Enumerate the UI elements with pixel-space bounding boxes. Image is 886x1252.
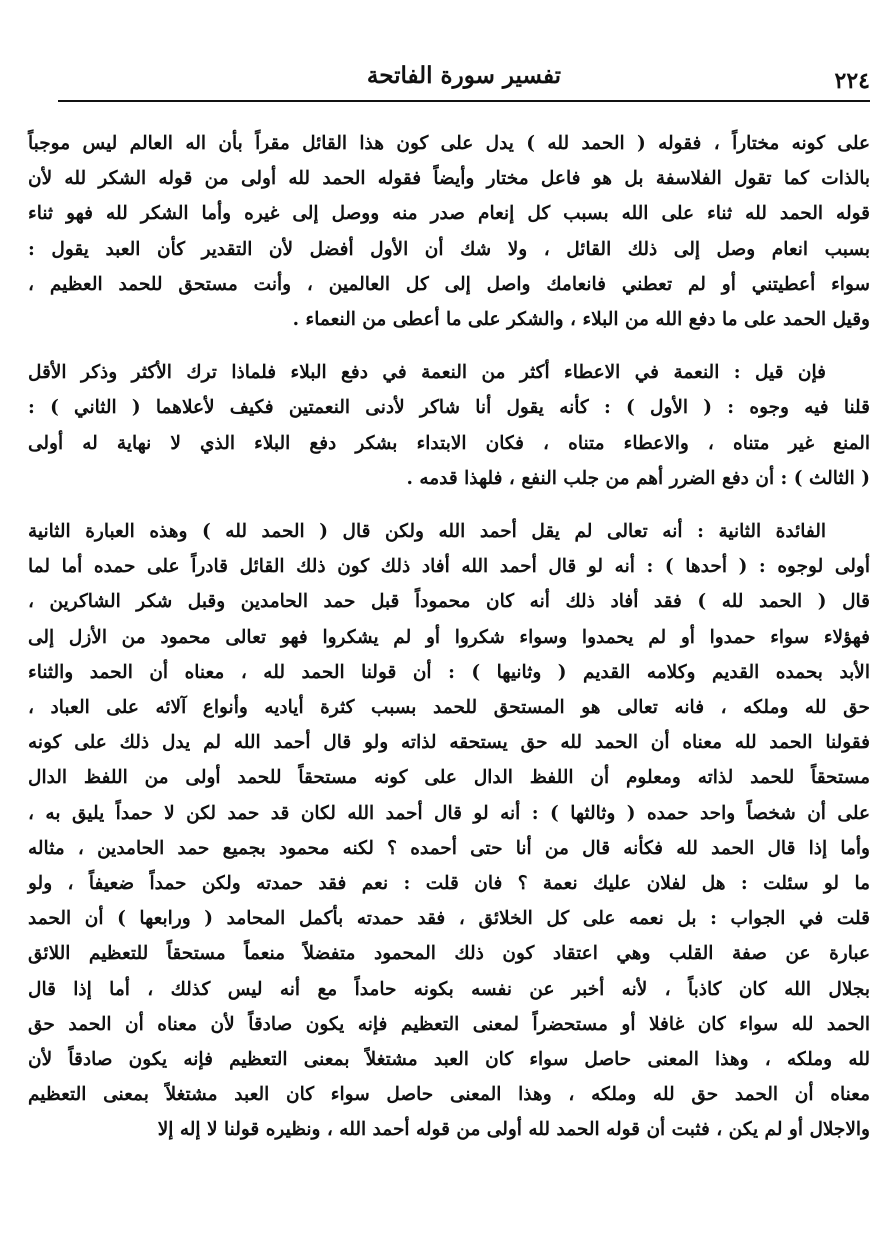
text-line: والاجلال أو لم يكن ، فثبت أن قوله الحمد لله أولى من قوله أحمد الله ، ونظيره قولنا لا إله إلا — [157, 1119, 870, 1141]
text-line: حق لله وملكه ، فانه تعالى هو المستحق للحمد بسبب كثرة أياديه وأنواع آلائه على العباد ، — [28, 697, 870, 719]
text-line: المنع غير متناه ، والاعطاء متناه ، فكان الابتداء بشكر دفع البلاء الذي لا نهاية له أولى — [28, 432, 870, 454]
text-line: وقيل الحمد على ما دفع الله من البلاء ، والشكر على ما أعطى من النعماء . — [292, 309, 870, 331]
text-line: فهؤلاء سواء حمدوا أو لم يحمدوا وسواء شكروا أو لم يشكروا فهو تعالى محمود من الأزل إلى — [28, 626, 870, 648]
paragraph — [28, 355, 870, 496]
paragraph — [28, 514, 870, 1148]
text-line: الأبد بحمده القديم وكلامه القديم ( وثانيها ) : أن قولنا الحمد لله ، معناه أن الحمد والثناء — [28, 661, 870, 683]
text-line: بالذات كما تقول الفلاسفة بل هو فاعل مختار وأيضاً فقوله الحمد لله أولى من قوله الشكر لله لأن — [28, 168, 870, 190]
text-line: قلت في الجواب : بل نعمه على كل الخلائق ، فقد حمدته بأكمل المحامد ( ورابعها ) أن الحمد — [28, 908, 870, 930]
header-rule — [58, 100, 870, 102]
text-line: الفائدة الثانية : أنه تعالى لم يقل أحمد الله ولكن قال ( الحمد لله ) وهذه العبارة الثانية — [28, 521, 826, 543]
text-line: فقولنا الحمد لله معناه أن الحمد لله حق يستحقه لذاته ولو قال أحمد الله لم يدل ذلك على كونه — [28, 732, 870, 754]
text-line: قال ( الحمد لله ) فقد أفاد ذلك أنه كان محموداً قبل حمد الحامدين وقبل شكر الشاكرين ، — [28, 591, 870, 613]
text-line: فإن قيل : النعمة في الاعطاء أكثر من النعمة في دفع البلاء فلماذا ترك الأكثر وذكر الأقل — [28, 362, 826, 384]
text-line: أولى لوجوه : ( أحدها ) : أنه لو قال أحمد الله أفاد ذلك كون ذلك القائل قادراً على حمده أما لما — [28, 556, 870, 578]
text-line: لله وملكه ، وهذا المعنى حاصل سواء كان العبد مشتغلاً بمعنى التعظيم فإنه يكون صادقاً لأن — [28, 1049, 870, 1071]
text-line: وأما إذا قال الحمد لله فكأنه قال من أنا حتى أحمده ؟ لكنه محمود بجميع حمد الحامدين ، مثاله — [28, 837, 870, 859]
text-line: مستحقاً للحمد لذاته ومعلوم أن اللفظ الدال على كونه مستحقاً للحمد أولى من اللفظ الدال — [28, 767, 870, 789]
text-line: قوله الحمد لله ثناء على الله بسبب كل إنعام صدر منه ووصل إلى غيره وأما الشكر لله فهو ثناء — [28, 203, 870, 225]
text-line: بجلال الله كان كاذباً ، لأنه أخبر عن نفسه بكونه حامداً مع أنه ليس كذلك ، أما إذا قال — [28, 978, 870, 1000]
text-line: قلنا فيه وجوه : ( الأول ) : كأنه يقول أنا شاكر لأدنى النعمتين فكيف لأعلاهما ( الثاني ) : — [28, 397, 870, 419]
page-number: ٢٢٤ — [834, 68, 870, 94]
text-line: بسبب انعام وصل إلى ذلك القائل ، ولا شك أن الأول أفضل لأن التقدير كأن العبد يقول : — [28, 238, 870, 260]
body-text — [28, 126, 870, 1148]
text-line: على أن شخصاً واحد حمده ( وثالثها ) : أنه لو قال أحمد الله لكان قد حمد لكن لا حمداً يليق به ، — [28, 802, 870, 824]
page-header — [58, 62, 870, 98]
text-line: الحمد لله سواء كان غافلا أو مستحضراً لمعنى التعظيم فإنه يكون صادقاً لأن معناه أن الحمد حق — [28, 1013, 870, 1035]
text-line: معناه أن الحمد حق لله وملكه ، وهذا المعنى حاصل سواء كان العبد مشتغلاً بمعنى التعظيم — [28, 1084, 870, 1106]
text-line: ما لو سئلت : هل لفلان عليك نعمة ؟ فان قلت : نعم فقد حمدته ولكن حمداً ضعيفاً ، ولو — [28, 873, 870, 895]
paragraph — [28, 126, 870, 337]
text-line: على كونه مختاراً ، فقوله ( الحمد لله ) يدل على كون هذا القائل مقراً بأن اله العالم ليس موجباً — [28, 133, 870, 154]
running-title: تفسير سورة الفاتحة — [366, 62, 562, 89]
text-line: عبارة عن صفة القلب وهي اعتقاد كون ذلك المحمود متفضلاً منعماً مستحقاً للتعظيم اللائق — [28, 943, 870, 965]
text-line: ( الثالث ) : أن دفع الضرر أهم من جلب النفع ، فلهذا قدمه . — [406, 467, 870, 489]
text-line: سواء أعطيتني أو لم تعطني فانعامك واصل إلى كل العالمين ، وأنت مستحق للحمد العظيم ، — [28, 273, 870, 295]
